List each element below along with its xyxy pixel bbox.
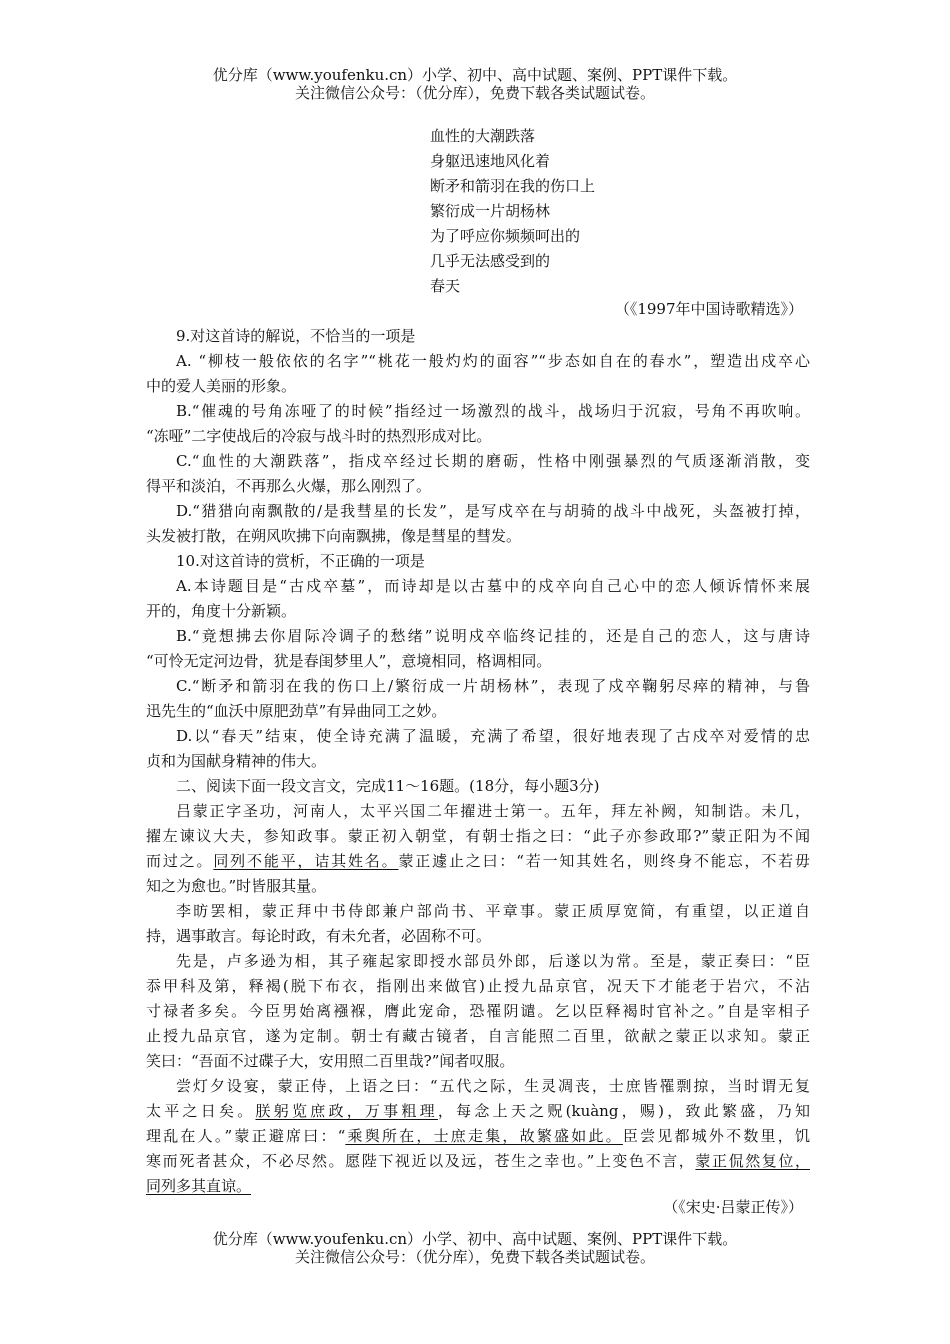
- underlined-sentence: 乘舆所在，士庶走集，故繁盛如此。: [345, 1127, 623, 1145]
- passage-para-1-line: [146, 849, 810, 874]
- header-line-2: 关注微信公众号：（优分库），免费下载各类试题试卷。: [294, 84, 655, 102]
- section-2-title: 二、阅读下面一段文言文，完成11～16题。(18分，每小题3分): [176, 777, 600, 795]
- poem-line: 春天: [430, 277, 461, 295]
- question-10-option-d-cont: 贞和为国献身精神的伟大。: [146, 752, 327, 770]
- poem-line: 断矛和箭羽在我的伤口上: [430, 177, 596, 195]
- passage-text: 而过之。: [146, 852, 214, 870]
- question-10-option-a-cont: 开的，角度十分新颖。: [146, 602, 297, 620]
- question-10-option-c-cont: 迅先生的“血沃中原肥劲草”有异曲同工之妙。: [146, 702, 447, 720]
- passage-para-3-line: 寸禄者多矣。今臣男始离襁褓，膺此宠命，恐罹阴谴。乞以臣释褐时官补之。”自是宰相子: [146, 1002, 810, 1020]
- poem-line: 身躯迅速地风化着: [430, 152, 551, 170]
- passage-text: 臣尝见都城外不数里，饥: [622, 1127, 810, 1145]
- question-10-stem: 10.对这首诗的赏析，不正确的一项是: [176, 552, 425, 570]
- poem-excerpt: [430, 124, 790, 299]
- poem-line: 繁衍成一片胡杨林: [430, 202, 551, 220]
- passage-para-4-line: [146, 1149, 810, 1174]
- question-9-option-d-cont: 头发被打散，在朔风吹拂下向南飘拂，像是彗星的彗发。: [146, 527, 522, 545]
- question-9-option-c-cont: 得平和淡泊，不再那么火爆，那么刚烈了。: [146, 477, 432, 495]
- question-10-option-b: B.“竟想拂去你眉际冷调子的愁绪”说明戍卒临终记挂的，还是自己的恋人，这与唐诗: [176, 627, 810, 645]
- passage-para-3: 先是，卢多逊为相，其子雍起家即授水部员外郎，后遂以为常。至是，蒙正奏曰：“臣: [176, 952, 810, 970]
- question-9-option-d: D.“猎猎向南飘散的/是我彗星的长发”，是写戍卒在与胡骑的战斗中战死，头盔被打掉，: [176, 502, 810, 520]
- header-line-1: 优分库（www.youfenku.cn）小学、初中、高中试题、案例、PPT课件下载。: [212, 66, 738, 84]
- question-9-option-c: C.“血性的大潮跌落”，指戍卒经过长期的磨砺，性格中刚强暴烈的气质逐渐消散，变: [176, 452, 810, 470]
- footer-line-2: 关注微信公众号：（优分库），免费下载各类试题试卷。: [294, 1248, 655, 1266]
- document-body: [146, 324, 810, 1199]
- underlined-sentence: 朕躬览庶政，万事粗理: [255, 1102, 438, 1120]
- underlined-sentence: 蒙正侃然复位，: [695, 1152, 810, 1170]
- passage-source: （《宋史·吕蒙正传》）: [663, 1198, 803, 1216]
- question-9-option-a: A. “柳枝一般依依的名字”“桃花一般灼灼的面容”“步态如自在的春水”，塑造出戍卒心: [176, 352, 810, 370]
- passage-para-4-line: [146, 1099, 810, 1124]
- passage-text: 蒙正遽止之曰：“若一知其姓名，则终身不能忘，不若毋: [398, 852, 810, 870]
- underlined-sentence: 同列不能平，诘其姓名。: [213, 852, 399, 870]
- question-9-option-a-cont: 中的爱人美丽的形象。: [146, 377, 297, 395]
- poem-source: （《1997年中国诗歌精选》）: [614, 300, 803, 318]
- poem-line: 血性的大潮跌落: [430, 127, 536, 145]
- passage-para-2: 李昉罢相，蒙正拜中书侍郎兼户部尚书、平章事。蒙正质厚宽简，有重望，以正道自: [176, 902, 810, 920]
- question-10-option-d: D.以“春天”结束，使全诗充满了温暖，充满了希望，很好地表现了古戍卒对爱情的忠: [176, 727, 810, 745]
- underlined-sentence: 同列多其直谅。: [146, 1177, 252, 1195]
- passage-para-3-line: 忝甲科及第，释褐(脱下布衣，指刚出来做官)止授九品京官，况天下才能老于岩穴，不沾: [146, 977, 810, 995]
- question-9-option-b-cont: “冻哑”二字使战后的冷寂与战斗时的热烈形成对比。: [146, 427, 492, 445]
- passage-text: 寒而死者甚众，不必尽然。愿陛下视近以及远，苍生之幸也。”上变色不言，: [146, 1152, 696, 1170]
- question-9-option-b: B.“催魂的号角冻哑了的时候”指经过一场激烈的战斗，战场归于沉寂，号角不再吹响。: [176, 402, 810, 420]
- passage-para-3-line: 笑曰：“吾面不过碟子大，安用照二百里哉?”闻者叹服。: [146, 1052, 515, 1070]
- passage-para-1-line: 擢左谏议大夫，参知政事。蒙正初入朝堂，有朝士指之曰：“此子亦参政耶?”蒙正阳为不闻: [146, 827, 810, 845]
- footer-line-1: 优分库（www.youfenku.cn）小学、初中、高中试题、案例、PPT课件下载。: [212, 1230, 738, 1248]
- passage-text: 太平之日矣。: [146, 1102, 256, 1120]
- passage-para-1: 吕蒙正字圣功，河南人，太平兴国二年擢进士第一。五年，拜左补阙，知制诰。未几，: [176, 802, 810, 820]
- page-footer: [0, 1230, 950, 1266]
- question-10-option-a: A.本诗题目是“古戍卒墓”，而诗却是以古墓中的戍卒向自己心中的恋人倾诉情怀来展: [176, 577, 810, 595]
- page-header: [0, 66, 950, 102]
- poem-line: 为了呼应你频频呵出的: [430, 227, 581, 245]
- passage-para-2-line: 持，遇事敢言。每论时政，有未允者，必固称不可。: [146, 927, 492, 945]
- question-10-option-c: C.“断矛和箭羽在我的伤口上/繁衍成一片胡杨林”，表现了戍卒鞠躬尽瘁的精神，与鲁: [176, 677, 810, 695]
- passage-text: 理乱在人。”蒙正避席曰：“: [146, 1127, 346, 1145]
- poem-line: 几乎无法感受到的: [430, 252, 551, 270]
- passage-para-3-line: 止授九品京官，遂为定制。朝士有藏古镜者，自言能照二百里，欲献之蒙正以求知。蒙正: [146, 1027, 810, 1045]
- passage-para-1-line: 知之为愈也。”时皆服其量。: [146, 877, 327, 895]
- question-10-option-b-cont: “可怜无定河边骨，犹是春闺梦里人”，意境相同，格调相同。: [146, 652, 552, 670]
- question-9-stem: 9.对这首诗的解说，不恰当的一项是: [176, 327, 416, 345]
- passage-text: ，每念上天之贶(kuàng，赐)，致此繁盛，乃知: [437, 1102, 810, 1120]
- passage-para-4-line: [146, 1124, 810, 1149]
- passage-para-4: 尝灯夕设宴，蒙正侍，上语之曰：“五代之际，生灵凋丧，士庶皆罹剽掠，当时谓无复: [176, 1077, 810, 1095]
